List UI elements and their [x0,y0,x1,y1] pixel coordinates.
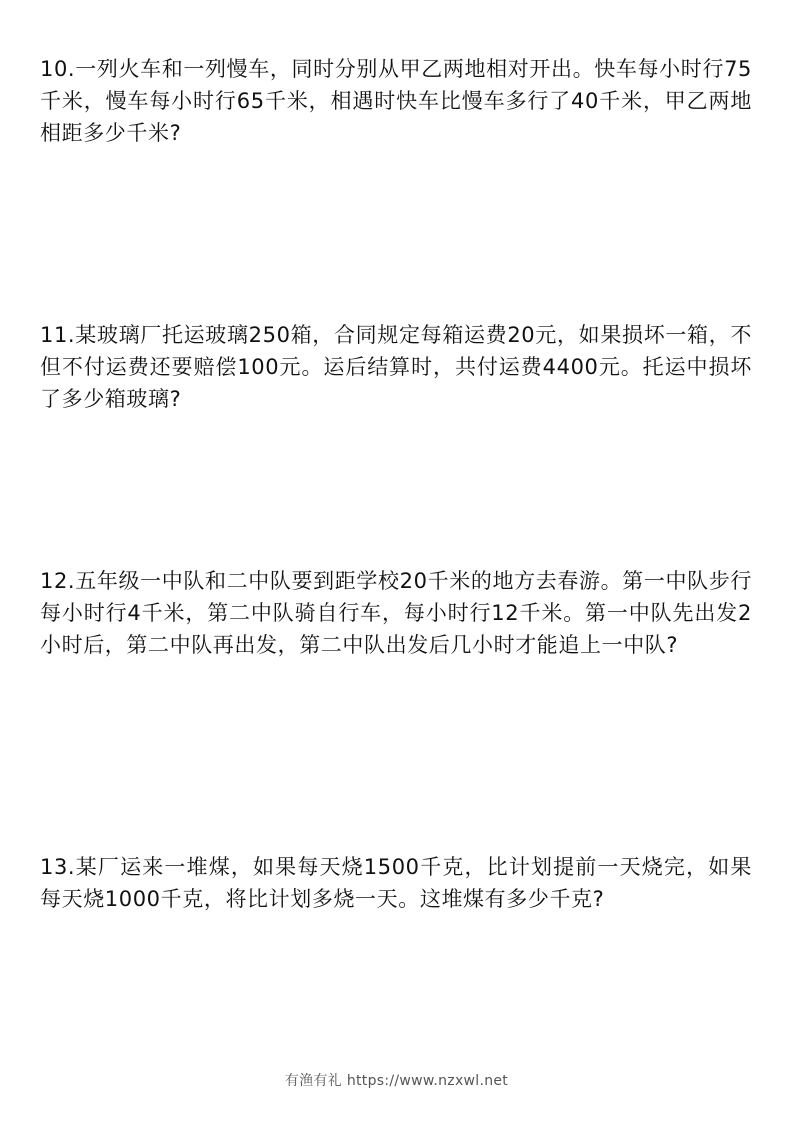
problem-12: 12.五年级一中队和二中队要到距学校20千米的地方去春游。第一中队步行每小时行4千米，第二中队骑自行车，每小时行12千米。第一中队先出发2小时后，第二中队再出发，第二中队出发后几小时才能追上一中队? [40,569,752,657]
problem-10: 10.一列火车和一列慢车，同时分别从甲乙两地相对开出。快车每小时行75千米，慢车每小时行65千米，相遇时快车比慢车多行了40千米，甲乙两地相距多少千米? [40,57,752,145]
problem-13: 13.某厂运来一堆煤，如果每天烧1500千克，比计划提前一天烧完，如果每天烧1000千克，将比计划多烧一天。这堆煤有多少千克? [40,855,752,911]
problem-11: 11.某玻璃厂托运玻璃250箱，合同规定每箱运费20元，如果损坏一箱，不但不付运费还要赔偿100元。运后结算时，共付运费4400元。托运中损坏了多少箱玻璃? [40,323,752,411]
footer-watermark: 有渔有礼 https://www.nzxwl.net [284,1073,509,1089]
